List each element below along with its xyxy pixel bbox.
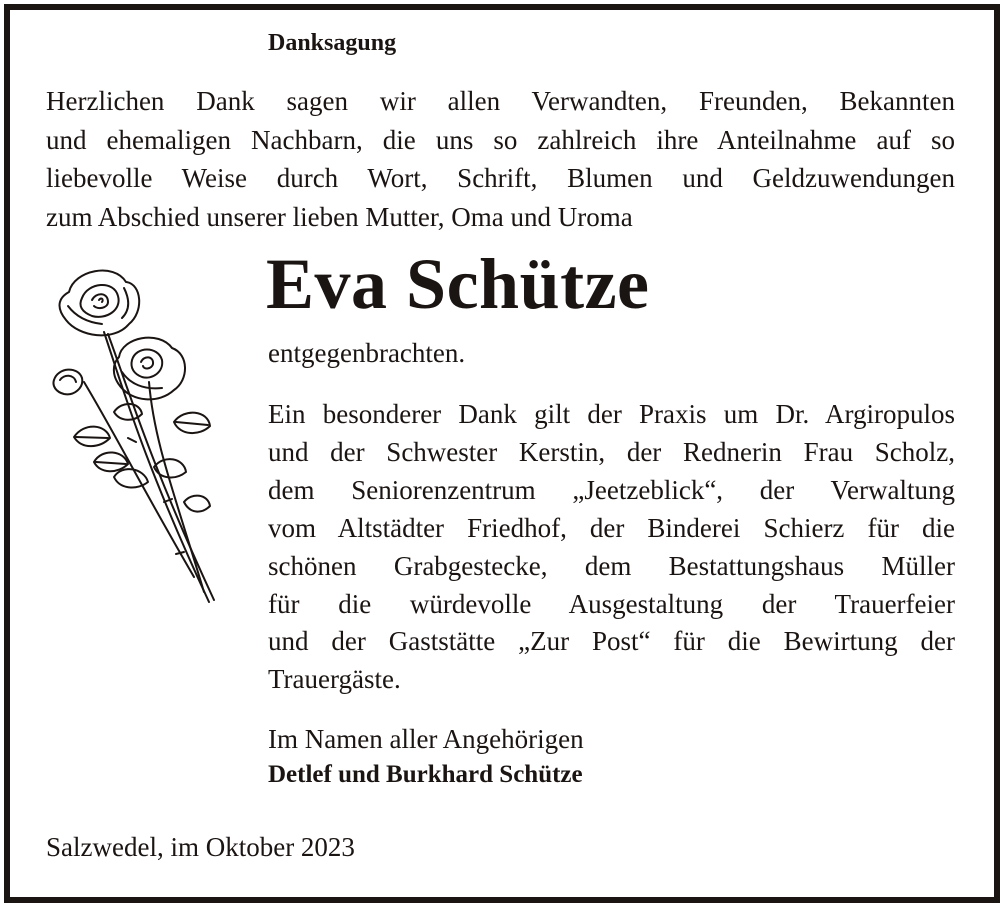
thanks-line: Trauergäste. — [268, 664, 401, 695]
thanks-line: für die würdevolle Ausgestaltung der Trauerfeier — [268, 588, 955, 619]
heading: Danksagung — [268, 30, 397, 56]
intro-line: und ehemaligen Nachbarn, die uns so zahlreich ihre Anteilnahme auf so — [46, 124, 955, 155]
place-date: Salzwedel, im Oktober 2023 — [46, 832, 355, 862]
thanks-line: vom Altstädter Friedhof, der Binderei Schierz für die — [268, 512, 955, 543]
thanks-line: und der Gaststätte „Zur Post“ für die Bewirtung der — [268, 626, 955, 657]
rose-illustration — [44, 262, 244, 607]
intro-line: zum Abschied unserer lieben Mutter, Oma und Uroma — [46, 201, 633, 232]
closing-phrase: Im Namen aller Angehörigen — [268, 724, 584, 754]
thanks-line: schönen Grabgestecke, dem Bestattungshaus Müller — [268, 550, 955, 581]
thanks-line: und der Schwester Kerstin, der Rednerin Frau Scholz, — [268, 436, 955, 467]
thanks-line: Ein besonderer Dank gilt der Praxis um Dr. Argiropulos — [268, 399, 955, 429]
deceased-name: Eva Schütze — [266, 244, 650, 324]
intro-line: Herzlichen Dank sagen wir allen Verwandten, Freunden, Bekannten — [46, 86, 955, 116]
intro-paragraph — [46, 82, 955, 236]
intro-line: liebevolle Weise durch Wort, Schrift, Blumen und Geldzuwendungen — [46, 163, 955, 193]
thanks-paragraph — [268, 396, 955, 699]
signers: Detlef und Burkhard Schütze — [268, 761, 583, 788]
thanks-line: dem Seniorenzentrum „Jeetzeblick“, der Verwaltung — [268, 474, 955, 505]
intro-continuation: entgegenbrachten. — [268, 338, 466, 368]
